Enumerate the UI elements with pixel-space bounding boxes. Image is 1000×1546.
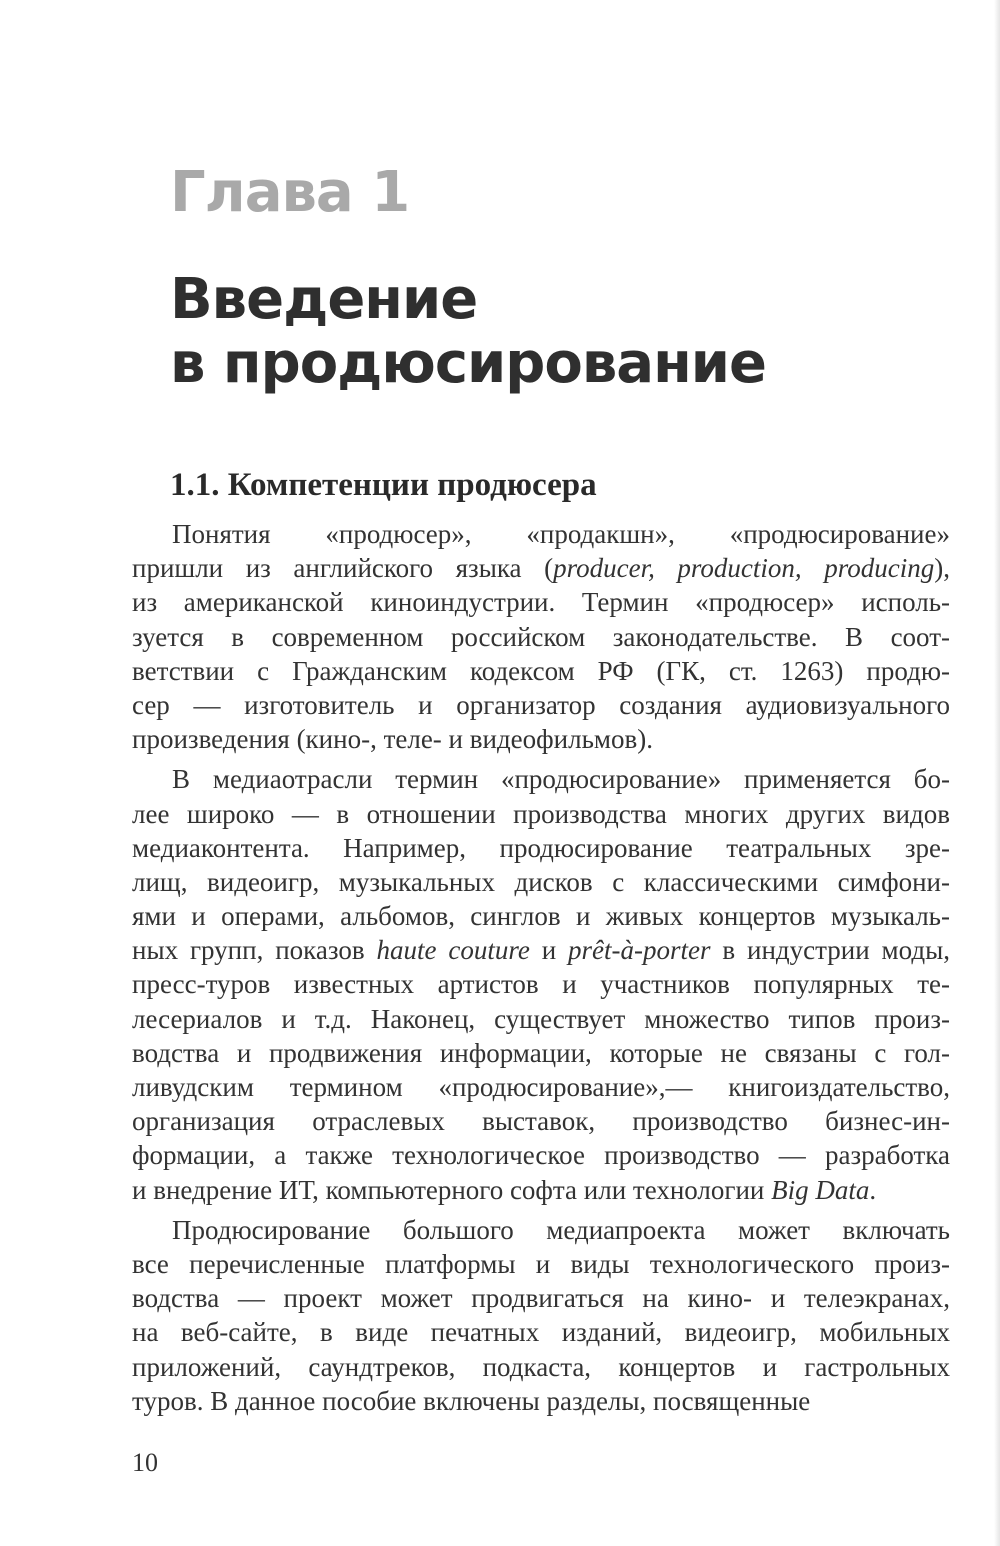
text-line: [132, 762, 950, 796]
text-run: ных групп, показов: [132, 935, 377, 966]
text-run: ветствии с Гражданским кодексом РФ (ГК, ст. 1263) продю-: [132, 655, 950, 686]
page-scan-edge: [994, 0, 1000, 1546]
text-run: все перечисленные платформы и виды технологического произ-: [132, 1248, 950, 1279]
paragraph: [132, 762, 950, 1206]
text-run: лее широко — в отношении производства многих других видов: [132, 798, 950, 829]
paragraph: [132, 1213, 950, 1418]
text-line: [132, 1213, 950, 1247]
italic-term: Big Data: [771, 1174, 870, 1205]
text-line: [132, 1384, 950, 1418]
text-run: лесериалов и т.д. Наконец, существует множество типов произ-: [132, 1003, 950, 1034]
text-line: [132, 899, 950, 933]
text-run: ливудским термином «продюсирование»,— книгоиздательство,: [132, 1072, 950, 1102]
chapter-title-line-1: Введение: [170, 267, 478, 332]
chapter-title-line-2: в продюсирование: [170, 331, 766, 396]
text-run: приложений, саундтреков, подкаста, концертов и гастрольных: [132, 1351, 950, 1382]
chapter-title: [170, 268, 766, 396]
text-run: из американской киноиндустрии. Термин «продюсер» исполь-: [132, 587, 950, 618]
paragraph: [132, 517, 950, 756]
text-line: [132, 1315, 950, 1349]
text-line: [132, 1281, 950, 1315]
text-run: и: [529, 935, 569, 966]
text-line: [132, 517, 950, 551]
italic-term: prêt-à-porter: [568, 935, 711, 966]
body-text: [132, 517, 950, 1424]
text-run: ),: [934, 553, 950, 584]
text-run: Продюсирование большого медиапроекта может включать: [172, 1214, 950, 1245]
text-line: [132, 933, 950, 967]
text-line: [132, 1247, 950, 1281]
text-run: зуется в современном российском законодательстве. В соот-: [132, 621, 950, 652]
text-line: [132, 967, 950, 1001]
text-line: [132, 1070, 950, 1104]
text-line: [132, 1173, 950, 1207]
text-run: пришли из английского языка (: [132, 553, 554, 584]
text-run: сер — изготовитель и организатор создания аудиовизуального: [132, 689, 950, 720]
text-line: [132, 722, 950, 756]
text-line: [132, 551, 950, 585]
text-run: формации, а также технологическое производство — разработка: [132, 1140, 950, 1171]
text-run: в индустрии моды,: [710, 935, 950, 966]
text-run: произведения (кино-, теле- и видеофильмов).: [132, 724, 653, 755]
italic-term: haute couture: [376, 935, 530, 966]
text-line: [132, 865, 950, 899]
text-run: медиаконтента. Например, продюсирование театральных зре-: [132, 832, 950, 863]
text-run: на веб-сайте, в виде печатных изданий, видеоигр, мобильных: [132, 1317, 950, 1348]
chapter-label: Глава 1: [170, 160, 410, 225]
text-run: организация отраслевых выставок, производство бизнес-ин-: [132, 1106, 950, 1137]
text-run: и внедрение ИТ, компьютерного софта или технологии: [132, 1174, 772, 1205]
section-heading: 1.1. Компетенции продюсера: [170, 467, 597, 503]
text-run: лищ, видеоигр, музыкальных дисков с классическими симфони-: [132, 866, 950, 897]
text-line: [132, 1350, 950, 1384]
text-line: [132, 654, 950, 688]
text-run: водства — проект может продвигаться на кино- и телеэкранах,: [132, 1283, 950, 1314]
text-run: В медиаотрасли термин «продюсирование» применяется бо-: [172, 764, 950, 795]
text-run: .: [869, 1174, 877, 1205]
text-run: Понятия «продюсер», «продакшн», «продюсирование»: [172, 519, 950, 549]
text-line: [132, 1138, 950, 1172]
text-run: туров. В данное пособие включены разделы, посвященные: [132, 1385, 811, 1416]
text-line: [132, 1036, 950, 1070]
text-line: [132, 797, 950, 831]
text-line: [132, 585, 950, 619]
italic-term: producer, production, producing: [553, 553, 935, 584]
text-run: ями и операми, альбомов, синглов и живых концертов музыкаль-: [132, 901, 950, 932]
text-run: водства и продвижения информации, которые не связаны с гол-: [132, 1037, 950, 1068]
text-line: [132, 1002, 950, 1036]
text-line: [132, 620, 950, 654]
page-number: 10: [132, 1448, 158, 1477]
text-line: [132, 831, 950, 865]
text-run: пресс-туров известных артистов и участников популярных те-: [132, 969, 950, 1000]
text-line: [132, 688, 950, 722]
text-line: [132, 1104, 950, 1138]
